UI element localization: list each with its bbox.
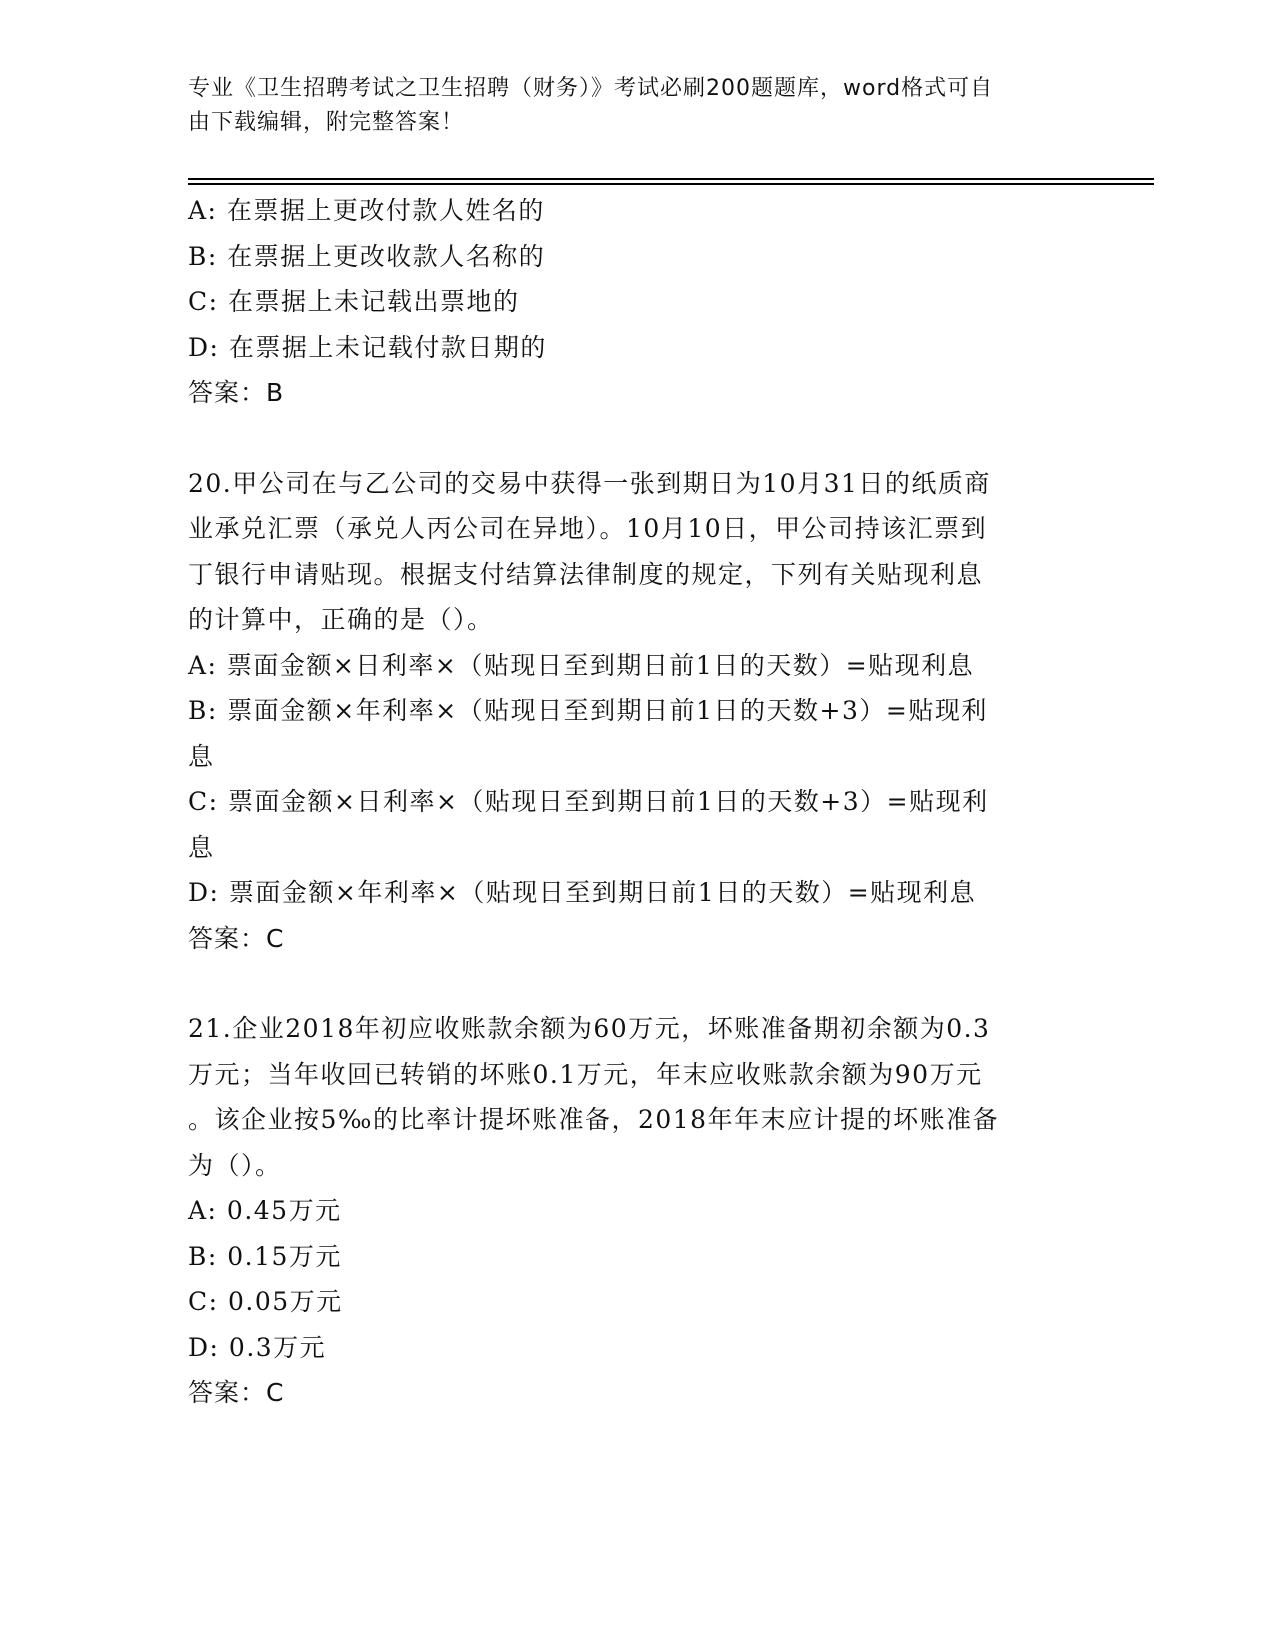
question-20-answer: 答案：C [188,923,285,953]
question-20-option-a: A: 票面金额×日利率×（贴现日至到期日前1日的天数）=贴现利息 [188,650,975,680]
question-20-stem-line-3: 丁银行申请贴现。根据支付结算法律制度的规定，下列有关贴现利息 [188,559,984,589]
question-20-option-b: B: 票面金额×年利率×（贴现日至到期日前1日的天数+3）=贴现利 [188,696,988,725]
header-divider-bottom [188,183,1154,185]
question-21-options [188,1188,1088,1370]
question-21-option-c: C: 0.05万元 [188,1287,343,1316]
spacer [188,961,1088,1006]
document-body [188,188,1088,1416]
header-title-line-2: 由下载编辑，附完整答案！ [188,110,465,135]
question-19-options [188,188,1088,370]
question-20-option-c-wrap: 息 [188,832,215,862]
question-21-answer: 答案：C [188,1378,285,1407]
question-21-stem-line-4: 为（）。 [188,1150,282,1180]
question-20-stem-line-2: 业承兑汇票（承兑人丙公司在异地）。10月10日，甲公司持该汇票到 [188,514,988,543]
question-20-stem-line-4: 的计算中，正确的是（）。 [188,605,494,634]
question-19-option-d: D: 在票据上未记载付款日期的 [188,332,547,362]
question-20-option-b-wrap: 息 [188,741,215,771]
question-19-option-a: A: 在票据上更改付款人姓名的 [188,196,545,225]
question-20-option-c: C: 票面金额×日利率×（贴现日至到期日前1日的天数+3）=贴现利 [188,787,989,816]
document-header [188,72,1068,140]
spacer [188,416,1088,461]
question-20-options [188,643,1088,916]
question-21-stem [188,1006,1088,1188]
question-19-option-b: B: 在票据上更改收款人名称的 [188,241,546,271]
question-21-stem-line-2: 万元；当年收回已转销的坏账0.1万元，年末应收账款余额为90万元 [188,1059,983,1089]
header-title-line-1: 专业《卫生招聘考试之卫生招聘（财务）》考试必刷200题题库，word格式可自 [188,76,994,101]
question-21-option-d: D: 0.3万元 [188,1332,327,1362]
question-20-stem-line-1: 20.甲公司在与乙公司的交易中获得一张到期日为10月31日的纸质商 [188,468,991,498]
header-divider-top [188,178,1154,180]
question-21-stem-line-1: 21.企业2018年初应收账款余额为60万元，坏账准备期初余额为0.3 [188,1014,991,1043]
question-20-stem [188,461,1088,643]
question-21-option-a: A: 0.45万元 [188,1196,342,1225]
question-21-stem-line-3: 。该企业按5‰的比率计提坏账准备，2018年年末应计提的坏账准备 [188,1105,1000,1134]
question-19-answer: 答案：B [188,378,285,407]
question-19-option-c: C: 在票据上未记载出票地的 [188,287,520,316]
question-21-option-b: B: 0.15万元 [188,1241,342,1271]
question-20-option-d: D: 票面金额×年利率×（贴现日至到期日前1日的天数）=贴现利息 [188,878,977,907]
